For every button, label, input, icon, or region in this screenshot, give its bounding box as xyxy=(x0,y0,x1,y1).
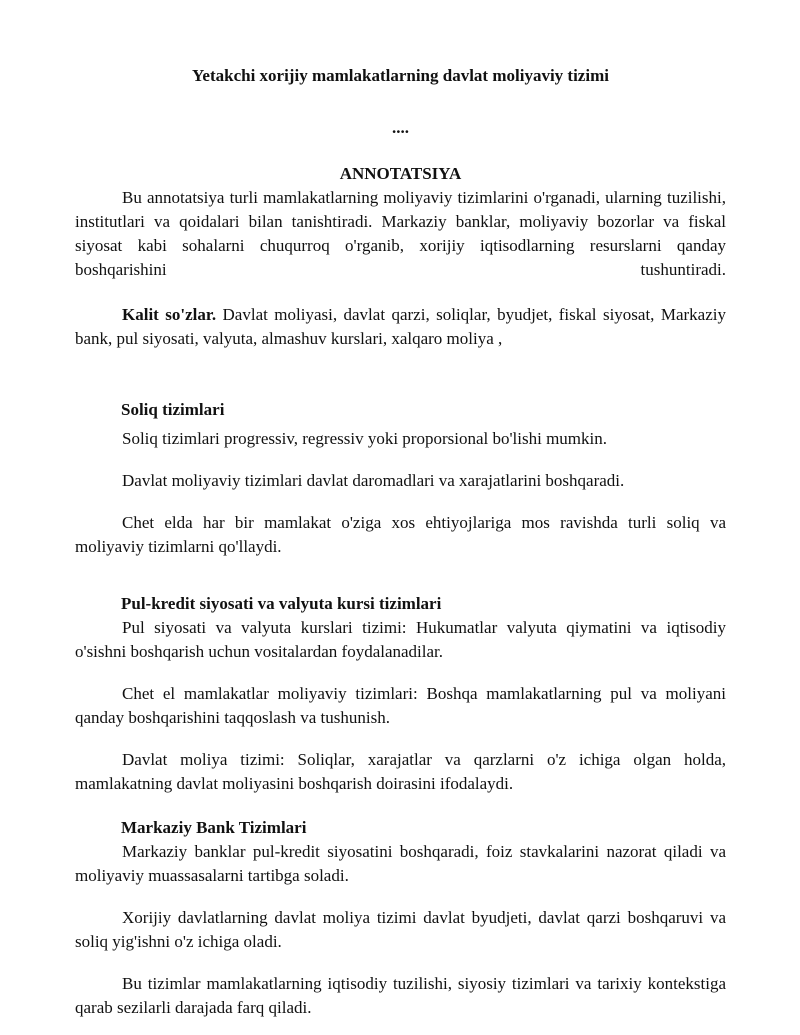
section-paragraph: Chet elda har bir mamlakat o'ziga xos ehtiyojlariga mos ravishda turli soliq va moliyaviy tizimlarni qo'llaydi. xyxy=(75,513,726,556)
section-paragraph: Bu tizimlar mamlakatlarning iqtisodiy tuzilishi, siyosiy tizimlari va tarixiy kontekstiga qarab sezilarli darajada farq qiladi. xyxy=(75,974,726,1017)
section-paragraph: Soliq tizimlari progressiv, regressiv yoki proporsional bo'lishi mumkin. xyxy=(122,429,607,448)
section-paragraph: Xorijiy davlatlarning davlat moliya tizimi davlat byudjeti, davlat qarzi boshqaruvi va soliq yig'ishni o'z ichiga oladi. xyxy=(75,908,726,951)
document-title: Yetakchi xorijiy mamlakatlarning davlat moliyaviy tizimi xyxy=(192,66,609,85)
keywords-text: Davlat moliyasi, davlat qarzi, soliqlar, byudjet, fiskal siyosat, Markaziy bank, pul siyosati, valyuta, almashuv kurslari, xalqaro moliya , xyxy=(75,305,726,348)
keywords-label: Kalit so'zlar. xyxy=(122,305,217,324)
section-paragraph: Davlat moliyaviy tizimlari davlat daromadlari va xarajatlarini boshqaradi. xyxy=(122,471,625,490)
keywords-paragraph xyxy=(75,303,726,351)
section-heading-soliq: Soliq tizimlari xyxy=(121,400,225,419)
document-page xyxy=(75,64,726,1020)
section-paragraph: Markaziy banklar pul-kredit siyosatini boshqaradi, foiz stavkalarini nazorat qiladi va moliyaviy muassasalarni tartibga soladi. xyxy=(75,842,726,885)
section-paragraph: Pul siyosati va valyuta kurslari tizimi: Hukumatlar valyuta qiymatini va iqtisodiy o'sishni boshqarish uchun vositalardan foydalanadilar. xyxy=(75,618,726,661)
title-dots: .... xyxy=(392,118,409,137)
annotation-text: Bu annotatsiya turli mamlakatlarning moliyaviy tizimlarini o'rganadi, ularning tuzilishi, institutlari va qoidalari bilan tanishtiradi. Markaziy banklar, moliyaviy bozorlar va fiskal siyosat kabi sohalarni chuqurroq o'rganib, xorijiy iqtisodlarning resurslarni qanday boshqarishini tushuntiradi. xyxy=(75,188,726,279)
section-heading-pul-kredit: Pul-kredit siyosati va valyuta kursi tizimlari xyxy=(121,594,442,613)
section-paragraph: Davlat moliya tizimi: Soliqlar, xarajatlar va qarzlarni o'z ichiga olgan holda, mamlakatning davlat moliyasini boshqarish doirasini ifodalaydi. xyxy=(75,750,726,793)
section-paragraph: Chet el mamlakatlar moliyaviy tizimlari: Boshqa mamlakatlarning pul va moliyani qanday boshqarishini taqqoslash va tushunish. xyxy=(75,684,726,727)
section-heading-markaziy-bank: Markaziy Bank Tizimlari xyxy=(121,818,307,837)
annotation-heading: ANNOTATSIYA xyxy=(339,164,462,183)
